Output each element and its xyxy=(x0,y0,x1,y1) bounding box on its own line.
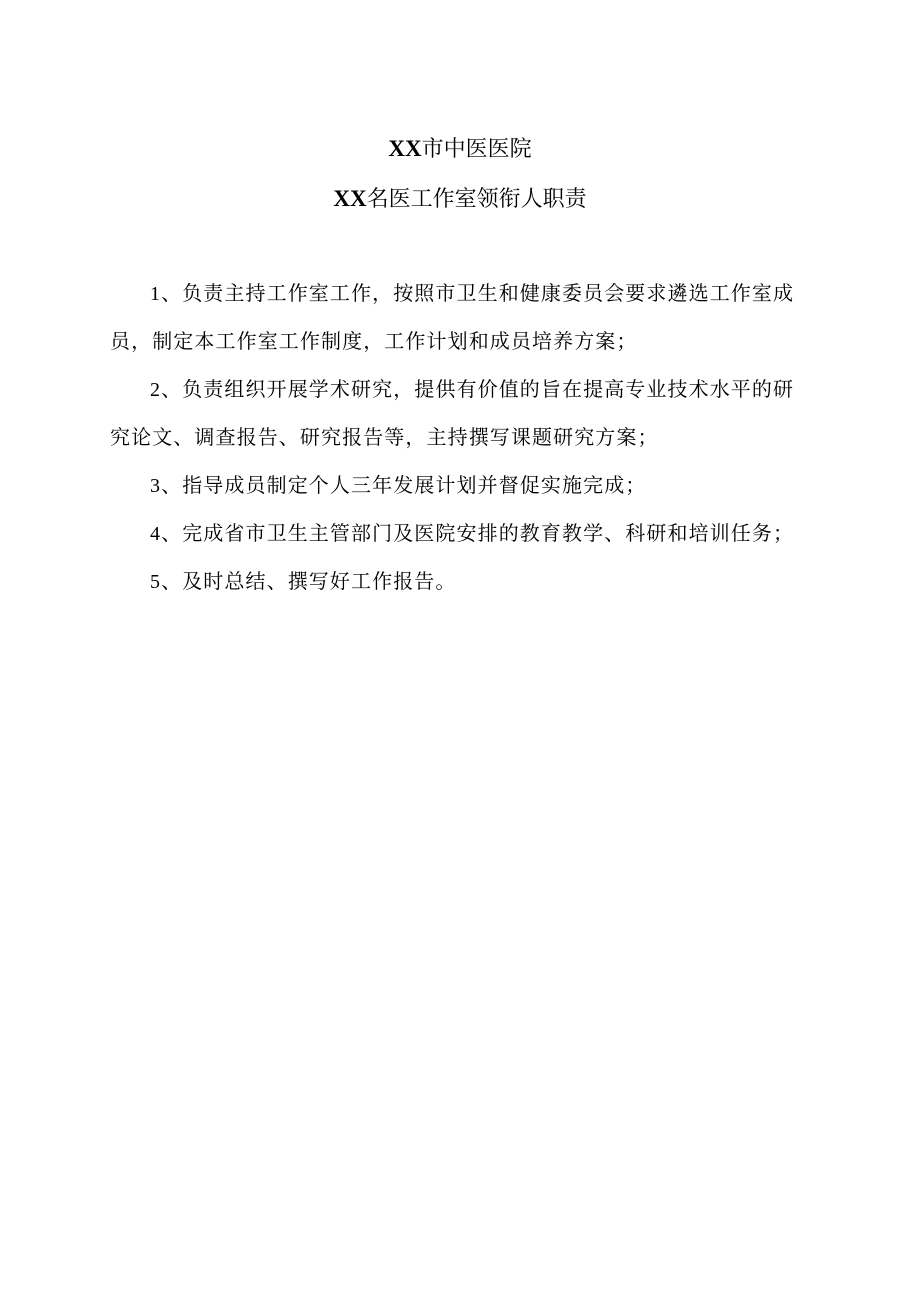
hospital-title-prefix: XX xyxy=(388,136,422,161)
duty-item-3 xyxy=(150,461,646,510)
document-title xyxy=(0,184,920,215)
hospital-title xyxy=(0,134,920,165)
duty-item-1-line-2: 员，制定本工作室工作制度，工作计划和成员培养方案； xyxy=(110,329,638,353)
hospital-title-text: 市中医医院 xyxy=(421,137,532,162)
document-title-prefix: XX xyxy=(333,186,367,211)
duty-item-5 xyxy=(150,557,457,606)
duty-item-1-line-1 xyxy=(150,269,794,318)
duty-item-2-text: 、负责组织开展学术研究，提供有价值的旨在提高专业技术水平的研 xyxy=(161,377,795,401)
duty-item-2-number: 2 xyxy=(150,379,162,401)
duty-item-5-number: 5 xyxy=(150,571,162,593)
duty-item-3-text: 、指导成员制定个人三年发展计划并督促实施完成； xyxy=(161,473,647,497)
duty-item-2-line-2: 究论文、调查报告、研究报告等，主持撰写课题研究方案； xyxy=(110,425,659,449)
duty-item-3-number: 3 xyxy=(150,475,162,497)
duty-item-4-text: 、完成省市卫生主管部门及医院安排的教育教学、科研和培训任务； xyxy=(161,521,795,545)
duty-item-2-line-1 xyxy=(150,365,794,414)
duty-item-5-text: 、及时总结、撰写好工作报告。 xyxy=(161,569,457,593)
duty-item-4 xyxy=(150,509,794,558)
duty-item-1-number: 1 xyxy=(150,283,162,305)
document-title-text: 名医工作室领衔人职责 xyxy=(366,187,587,212)
duty-item-4-number: 4 xyxy=(150,523,162,545)
duty-item-1-text: 、负责主持工作室工作，按照市卫生和健康委员会要求遴选工作室成 xyxy=(161,281,795,305)
